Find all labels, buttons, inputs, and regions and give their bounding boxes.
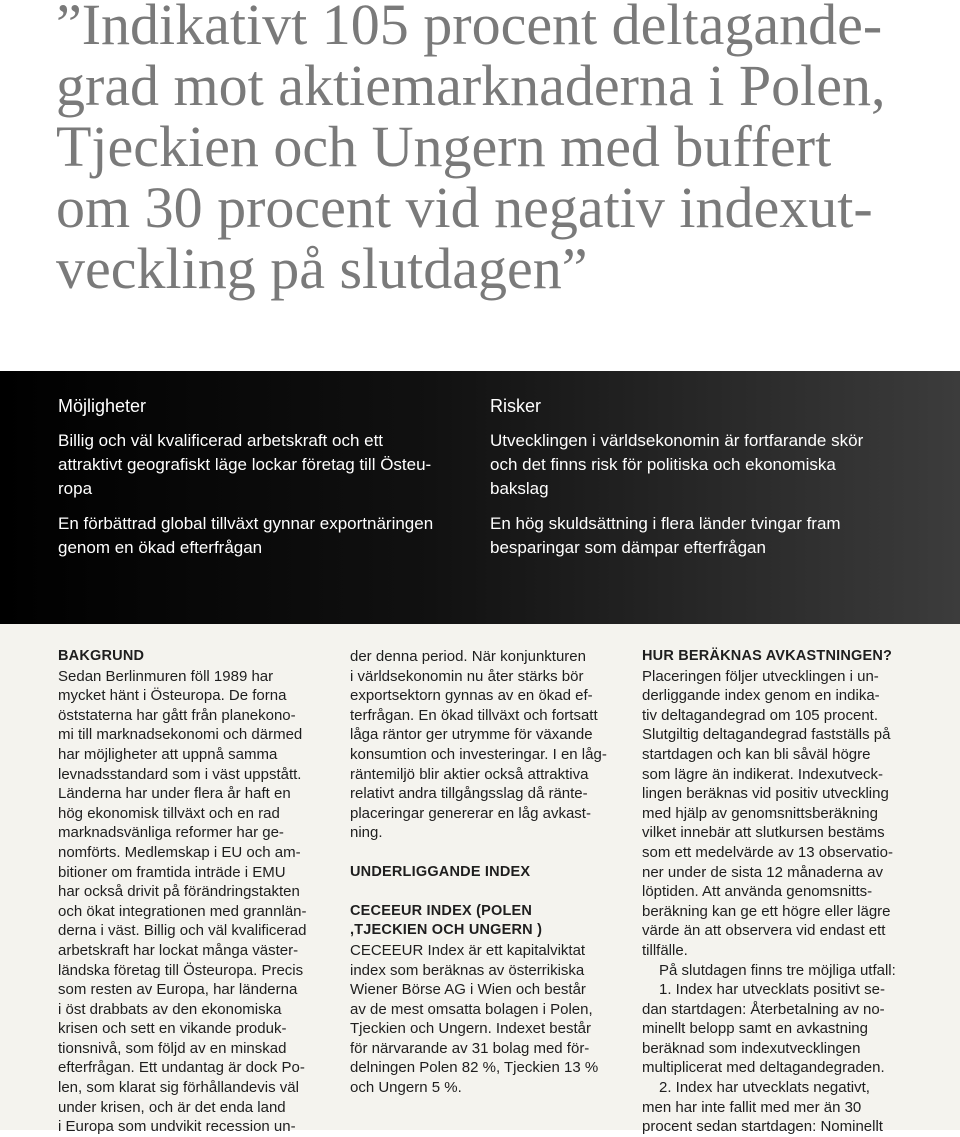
text-line: arbetskraft har lockat många väster- xyxy=(58,941,299,959)
risk-paragraph xyxy=(490,512,930,560)
text-line: och det finns risk för politiska och ekonomiska xyxy=(490,455,836,474)
opportunity-paragraph xyxy=(58,512,478,560)
text-line: tiv deltagandegrad om 105 procent. xyxy=(642,706,878,724)
text-line: 2. Index har utvecklats negativt, xyxy=(659,1079,870,1097)
continued-text xyxy=(350,647,613,843)
text-line: efterfrågan. Ett undantag är dock Po- xyxy=(58,1059,305,1077)
background-text xyxy=(58,667,321,1137)
text-line: der denna period. När konjunkturen xyxy=(350,648,586,665)
text-line: som resten av Europa, har länderna xyxy=(58,981,298,999)
text-line: delningen Polen 82 %, Tjeckien 13 % xyxy=(350,1059,599,1077)
text-line: men har inte fallit med mer än 30 xyxy=(642,1098,862,1116)
text-line: har möjligheter att uppnå samma xyxy=(58,745,278,763)
text-line: placeringar genererar en låg avkast- xyxy=(350,804,591,822)
text-line: konsumtion och investeringar. I en låg- xyxy=(350,745,607,763)
text-line: i Europa som undvikit recession un- xyxy=(58,1118,296,1136)
text-line: räntemiljö blir aktier också attraktiva xyxy=(350,765,589,783)
text-line: tionsnivå, som följd av en minskad xyxy=(58,1039,287,1057)
text-line: mi till marknadsekonomi och därmed xyxy=(58,726,303,744)
text-line: Slutgiltig deltagandegrad fastställs på xyxy=(642,726,891,744)
opportunities-title: Möjligheter xyxy=(58,396,147,416)
text-line: hög ekonomisk tillväxt och en rad xyxy=(58,804,280,822)
text-line: multiplicerat med deltagandegraden. xyxy=(642,1059,885,1077)
text-line: Länderna har under flera år haft en xyxy=(58,785,291,803)
text-line: löptiden. Att använda genomsnitts- xyxy=(642,883,873,901)
text-line: värde än att observera vid endast ett xyxy=(642,922,886,940)
text-line: nomförts. Medlemskap i EU och am- xyxy=(58,843,301,861)
pull-quote-line: grad mot aktiemarknaderna i Polen, xyxy=(56,53,886,118)
text-line: dan startdagen: Återbetalning av no- xyxy=(642,1000,885,1018)
risks-title: Risker xyxy=(490,396,542,416)
text-line: har också drivit på förändringstakten xyxy=(58,883,300,901)
text-line: terfrågan. En ökad tillväxt och fortsatt xyxy=(350,706,598,724)
text-line: En hög skuldsättning i flera länder tvingar fram xyxy=(490,514,841,533)
outcomes-intro: På slutdagen finns tre möjliga utfall: xyxy=(659,961,896,979)
text-line: Utvecklingen i världsekonomin är fortfarande skör xyxy=(490,431,864,450)
pull-quote-line: ”Indikativt 105 procent deltagande- xyxy=(56,0,883,57)
risk-paragraph xyxy=(490,429,930,501)
text-line: En förbättrad global tillväxt gynnar exportnäringen xyxy=(58,514,434,533)
pull-quote-line: Tjeckien och Ungern med buffert xyxy=(56,114,832,179)
text-line: vilket innebär att slutkursen bestäms xyxy=(642,824,885,842)
text-line: minellt belopp samt en avkastning xyxy=(642,1020,868,1038)
text-line: relativt andra tillgångsslag då ränte- xyxy=(350,785,588,803)
text-line: tillfälle. xyxy=(642,941,688,959)
text-line: index som beräknas av österrikiska xyxy=(350,961,585,979)
spacer xyxy=(350,882,613,902)
text-line: krisen och sett en vikande produk- xyxy=(58,1020,287,1038)
pull-quote xyxy=(56,0,936,299)
text-line: CECEEUR Index är ett kapitalviktat xyxy=(350,941,586,959)
text-line: i världsekonomin nu åter stärks bör xyxy=(350,667,584,685)
outcome-1 xyxy=(642,980,905,1078)
index-heading: CECEEUR INDEX (POLEN xyxy=(350,902,533,919)
risks-section xyxy=(490,395,930,571)
text-line: genom en ökad efterfrågan xyxy=(58,538,263,557)
text-line: derna i väst. Billig och väl kvalificerad xyxy=(58,922,307,940)
text-line: besparingar som dämpar efterfrågan xyxy=(490,538,766,557)
text-line: procent sedan startdagen: Nominellt xyxy=(642,1118,883,1136)
return-text xyxy=(642,667,905,961)
spacer xyxy=(350,843,613,863)
text-line: som ett medelvärde av 13 observatio- xyxy=(642,843,893,861)
article-body xyxy=(0,624,960,1136)
text-line: ropa xyxy=(58,479,93,498)
text-line: bitioner om framtida inträde i EMU xyxy=(58,863,286,881)
opportunity-paragraph xyxy=(58,429,478,501)
text-line: beräkning kan ge ett högre eller lägre xyxy=(642,902,891,920)
text-line: ning. xyxy=(350,824,383,842)
text-line: och ökat integrationen med grannlän- xyxy=(58,902,307,920)
text-line: och Ungern 5 %. xyxy=(350,1079,462,1097)
pull-quote-line: om 30 procent vid negativ indexut- xyxy=(56,175,873,240)
index-description xyxy=(350,941,613,1098)
text-line: attraktivt geografiskt läge lockar företag till Östeu- xyxy=(58,455,432,474)
text-line: lingen beräknas vid positiv utveckling xyxy=(642,785,889,803)
text-line: beräknad som indexutvecklingen xyxy=(642,1039,861,1057)
text-line: ner under de sista 12 månaderna av xyxy=(642,863,883,881)
column-return xyxy=(642,647,905,1137)
text-line: låga räntor ger utrymme för växande xyxy=(350,726,593,744)
text-line: bakslag xyxy=(490,479,549,498)
text-line: 1. Index har utvecklats positivt se- xyxy=(659,981,885,999)
column-index xyxy=(350,647,613,1098)
text-line: Billig och väl kvalificerad arbetskraft och ett xyxy=(58,431,384,450)
index-heading: ,TJECKIEN OCH UNGERN ) xyxy=(350,922,543,939)
pull-quote-line: veckling på slutdagen” xyxy=(56,236,588,301)
text-line: Wiener Börse AG i Wien och består xyxy=(350,981,586,999)
text-line: marknadsvänliga reformer har ge- xyxy=(58,824,284,842)
text-line: startdagen och kan bli såväl högre xyxy=(642,745,871,763)
text-line: i öst drabbats av den ekonomiska xyxy=(58,1000,282,1018)
column-background xyxy=(58,647,321,1137)
text-line: för närvarande av 31 bolag med för- xyxy=(350,1039,590,1057)
section-heading: UNDERLIGGANDE INDEX xyxy=(350,863,531,880)
text-line: exportsektorn gynnas av en ökad ef- xyxy=(350,687,593,705)
text-line: Tjeckien och Ungern. Indexet består xyxy=(350,1020,591,1038)
text-line: levnadsstandard som i väst uppstått. xyxy=(58,765,302,783)
text-line: under krisen, och är det enda land xyxy=(58,1098,286,1116)
text-line: len, som klarat sig förhållandevis väl xyxy=(58,1079,299,1097)
text-line: av de mest omsatta bolagen i Polen, xyxy=(350,1000,593,1018)
text-line: Placeringen följer utvecklingen i un- xyxy=(642,667,879,685)
text-line: med hjälp av genomsnittsberäkning xyxy=(642,804,878,822)
text-line: derliggande index genom en indika- xyxy=(642,687,880,705)
text-line: mycket hänt i Östeuropa. De forna xyxy=(58,687,287,705)
text-line: öststaterna har gått från planekono- xyxy=(58,706,296,724)
text-line: ländska företag till Östeuropa. Precis xyxy=(58,961,304,979)
outcome-2 xyxy=(642,1078,905,1137)
opportunities-risks-band xyxy=(0,371,960,624)
text-line: Sedan Berlinmuren föll 1989 har xyxy=(58,667,274,685)
section-heading: HUR BERÄKNAS AVKASTNINGEN? xyxy=(642,648,893,664)
section-heading: BAKGRUND xyxy=(58,648,145,664)
text-line: som lägre än indikerat. Indexutveck- xyxy=(642,765,883,783)
opportunities-section xyxy=(58,395,478,571)
